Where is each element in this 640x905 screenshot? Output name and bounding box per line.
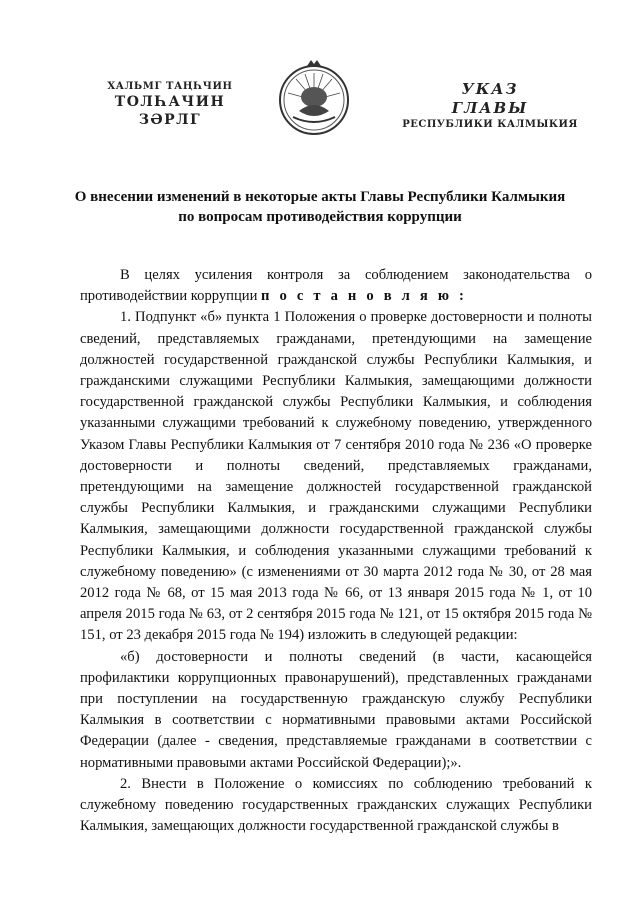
title-line1: О внесении изменений в некоторые акты Главы Республики Калмыкия — [74, 189, 566, 205]
paragraph-2: 2. Внести в Положение о комиссиях по соблюдению требований к служебному поведению государственных гражданских служащих Республики Калмыкия, замещающих должности государственной гражданской службы в — [80, 775, 592, 835]
paragraph-1: 1. Подпункт «б» пункта 1 Положения о проверке достоверности и полноты сведений, представляемых гражданами, претендующими на замещение должностей государственной гражданской службы Республики Калмыкия, и гражданскими служащими Республики Калмыкия, замещающими должности государственной гражданской службы Республики Калмыкия, и соблюдения указанными служащими требований к служебному поведению, утвержденного Указом Главы Республики Калмыкия от 7 сентября 2010 года № 236 «О проверке достоверности и полноты сведений, представляемых гражданами, претендующими на замещение должностей государственной гражданской службы Республики Калмыкия, и гражданскими служащими Республики Калмыкия, замещающими должности государственной гражданской службы Республики Калмыкия, и соблюдения указанными служащими требований к служебному поведению» (с изменениями от 30 марта 2012 года № 30, от 28 мая 2012 года № 68, от 15 мая 2013 года № 66, от 13 января 2015 года № 1, от 10 апреля 2015 года № 63, от 2 сентября 2015 года № 121, от 15 октября 2015 года № 151, от 23 декабря 2015 года № 194) изложить в следующей редакции: — [80, 309, 592, 644]
quoted-subparagraph: «б) достоверности и полноты сведений (в части, касающейся профилактики коррупционных правонарушений), представленных гражданами при поступлении на государственную гражданскую службу Республики Калмыкия в соответствии с нормативными правовыми актами Российской Федерации (далее - сведения, представляемые гражданами в соответствии с нормативными правовыми актами Российской Федерации);». — [80, 648, 592, 771]
coat-of-arms-emblem-icon — [271, 55, 357, 141]
header-right-line3: РЕСПУБЛИКИ КАЛМЫКИЯ — [402, 119, 578, 130]
header-left-kalmyk — [100, 80, 240, 129]
intro-text: В целях усиления контроля за соблюдением законодательства о противодействии коррупции — [80, 267, 592, 305]
header-left-line3: ЗӘРЛГ — [138, 112, 202, 128]
intro-paragraph — [80, 265, 592, 307]
header-left-line1: ХАЛЬМГ ТАҢҺЧИН — [107, 81, 233, 92]
header-left-line2: ТОЛҺАЧИН — [114, 94, 226, 110]
header-right-line1: УКАЗ — [461, 80, 519, 98]
decree-word: п о с т а н о в л я ю : — [261, 288, 468, 305]
document-body — [80, 265, 592, 837]
header-right-russian — [400, 80, 580, 132]
title-line2: по вопросам противодействия коррупции — [178, 209, 462, 225]
document-title — [70, 187, 570, 227]
header-right-line2: ГЛАВЫ — [451, 99, 529, 117]
